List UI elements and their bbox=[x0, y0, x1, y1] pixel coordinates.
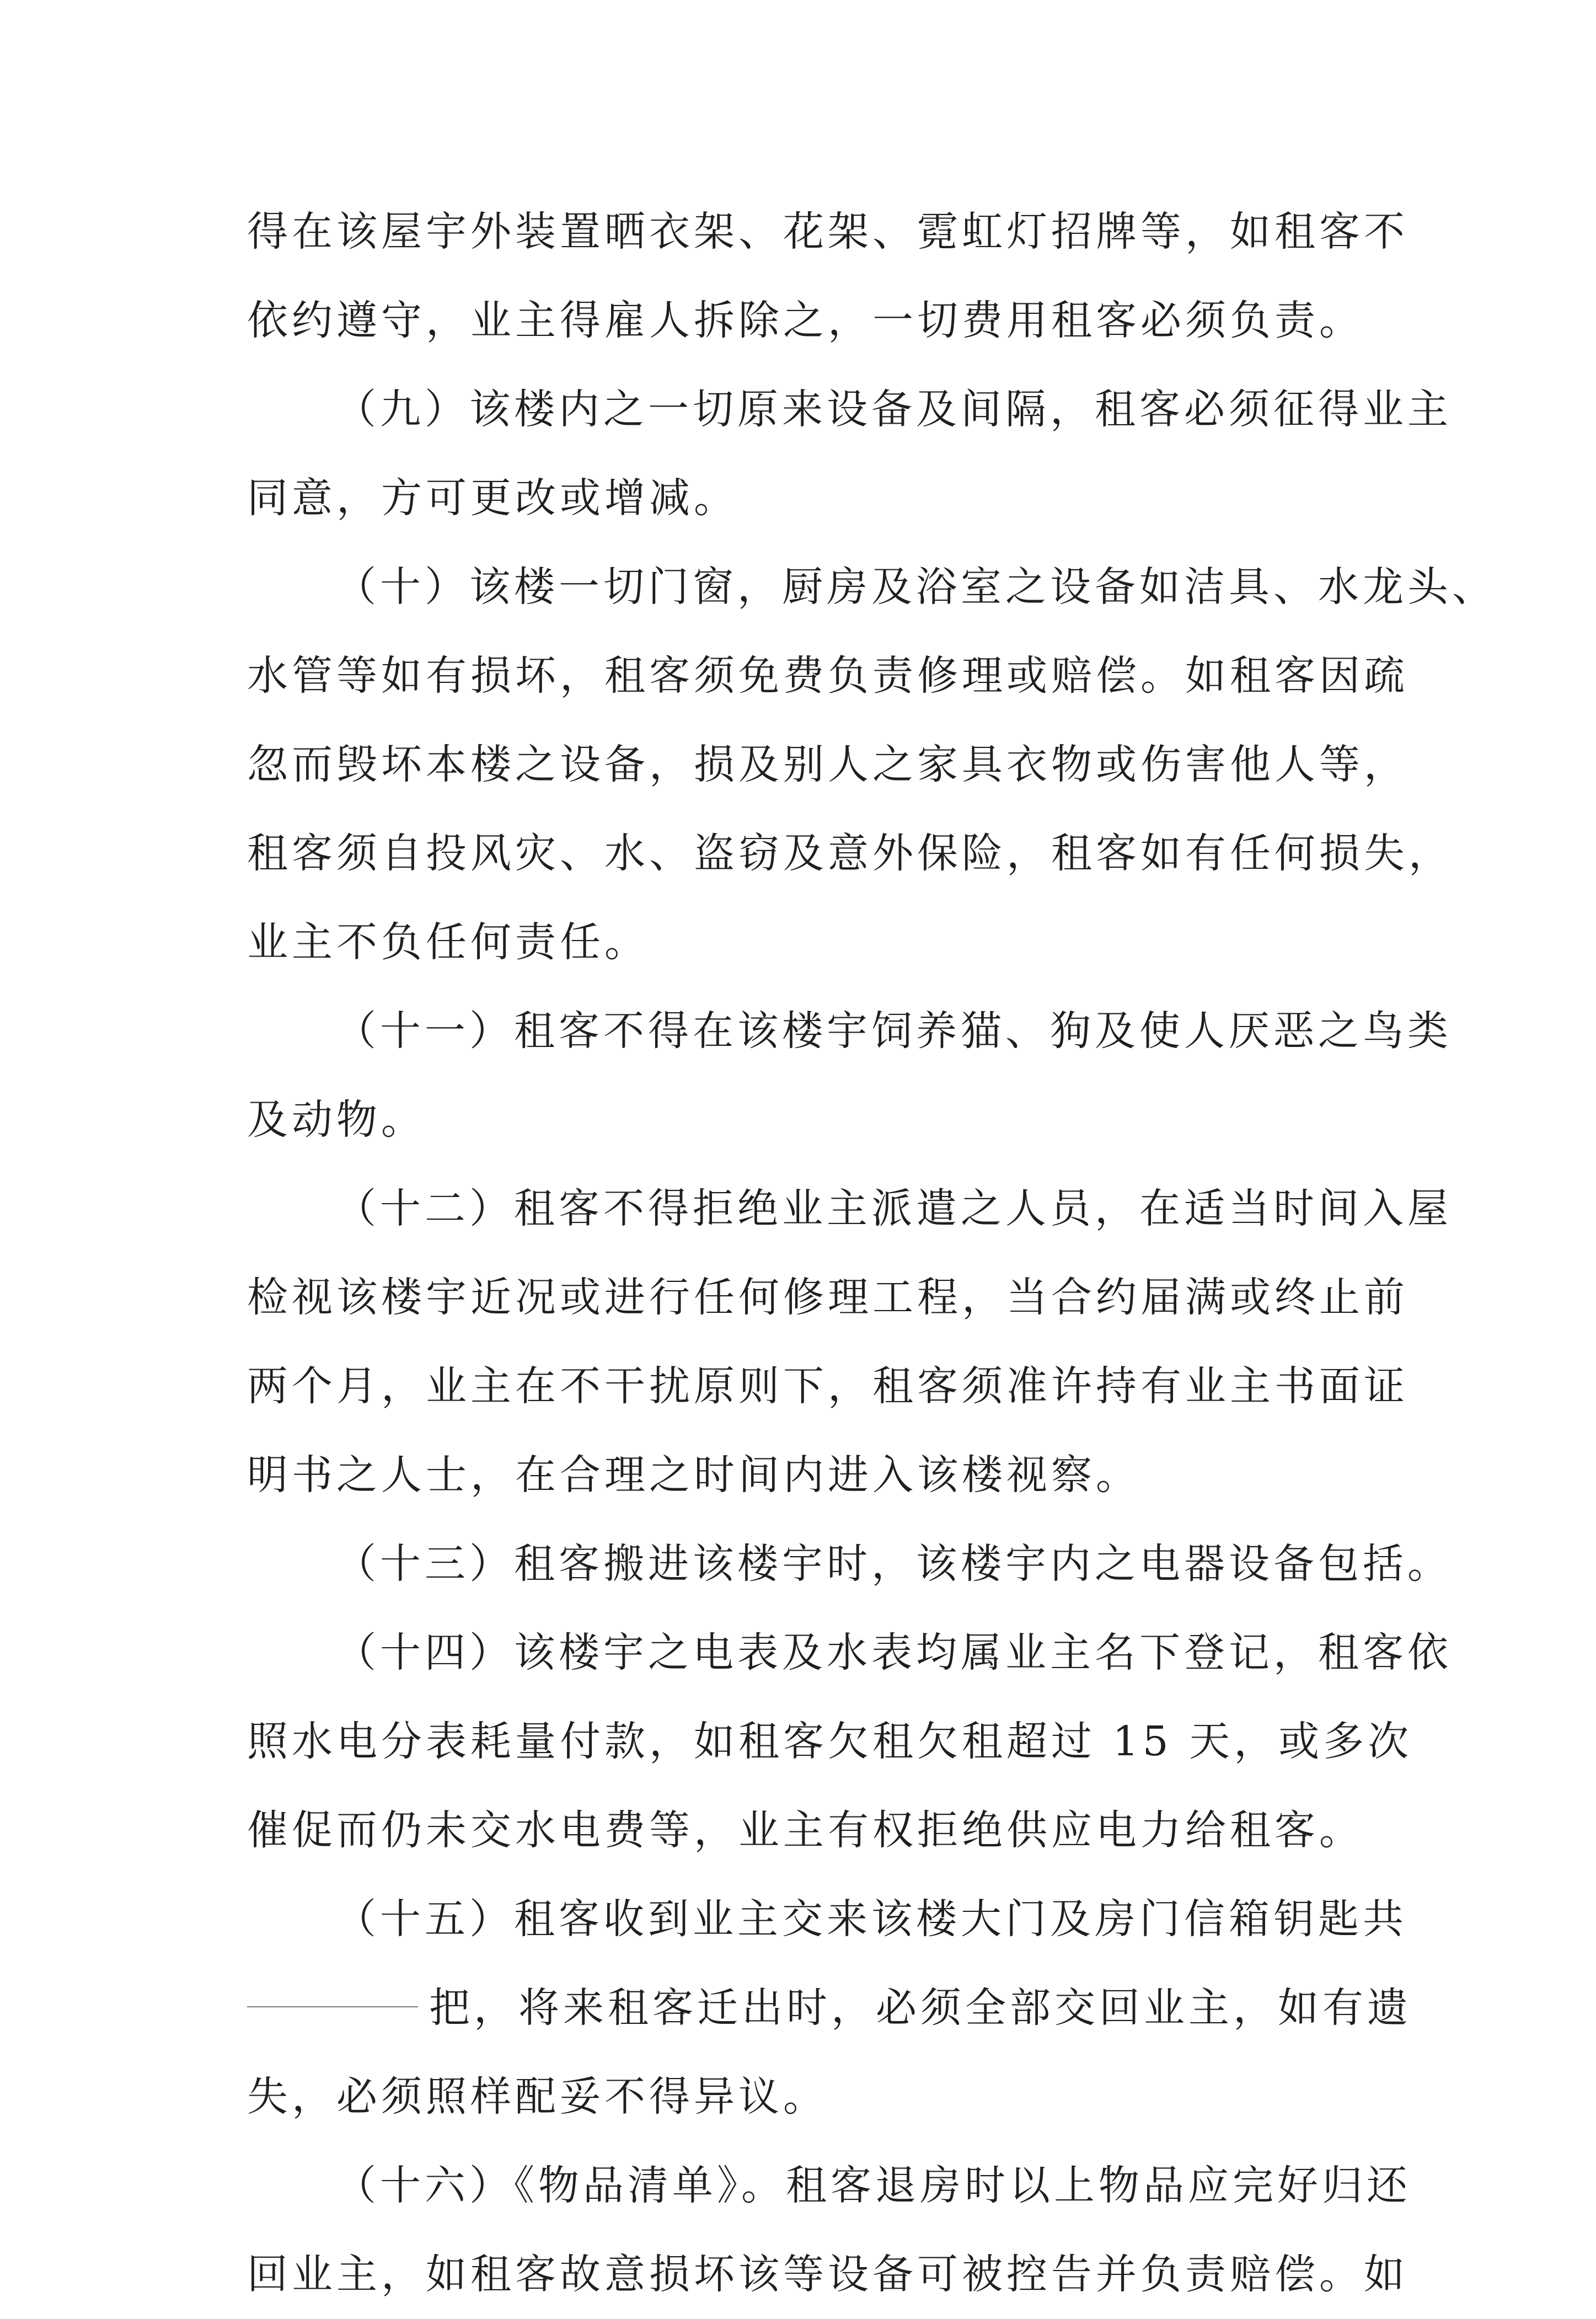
text-line: 照水电分表耗量付款，如租客欠租欠租超过 15 天，或多次 bbox=[247, 1718, 1413, 1765]
text-line: 得在该屋宇外装置晒衣架、花架、霓虹灯招牌等，如租客不 bbox=[247, 208, 1408, 255]
text-line: 同意，方可更改或增减。 bbox=[247, 474, 738, 522]
text-line: 把，将来租客迁出时，必须全部交回业主，如有遗 bbox=[429, 1984, 1412, 2032]
text-line: 租客须自投风灾、水、盗窃及意外保险，租客如有任何损失， bbox=[247, 830, 1453, 877]
paragraph-clause-14 bbox=[247, 1609, 1452, 1875]
text-line: （十一）租客不得在该楼宇饲养猫、狗及使人厌恶之鸟类 bbox=[335, 1007, 1452, 1055]
text-line: 水管等如有损坏，租客须免费负责修理或赔偿。如租客因疏 bbox=[247, 652, 1408, 699]
text-line: 忽而毁坏本楼之设备，损及别人之家具衣物或伤害他人等， bbox=[247, 741, 1408, 788]
text-line: （十六）《物品清单》。租客退房时以上物品应完好归还 bbox=[335, 2162, 1411, 2209]
text-line: （九）该楼内之一切原来设备及间隔，租客必须征得业主 bbox=[335, 386, 1452, 433]
text-line: （十四）该楼宇之电表及水表均属业主名下登记，租客依 bbox=[335, 1629, 1452, 1676]
text-line: （十三）租客搬进该楼宇时，该楼宇内之电器设备包括。 bbox=[335, 1540, 1452, 1588]
text-line: 业主不负任何责任。 bbox=[247, 918, 649, 966]
fill-in-blank bbox=[247, 2006, 418, 2007]
text-line: （十五）租客收到业主交来该楼大门及房门信箱钥匙共 bbox=[335, 1895, 1407, 1943]
paragraph-clause-12 bbox=[247, 1164, 1452, 1520]
document-body bbox=[247, 188, 1497, 2319]
paragraph-clause-16 bbox=[247, 2141, 1411, 2319]
text-line: 催促而仍未交水电费等，业主有权拒绝供应电力给租客。 bbox=[247, 1807, 1364, 1854]
text-line: （十二）租客不得拒绝业主派遣之人员，在适当时间入屋 bbox=[335, 1185, 1452, 1232]
text-line: （十）该楼一切门窗，厨房及浴室之设备如洁具、水龙头、 bbox=[335, 563, 1497, 611]
paragraph-clause-15 bbox=[247, 1875, 1412, 2141]
text-line-with-blank bbox=[247, 1964, 1412, 2053]
paragraph-clause-8-continued bbox=[247, 188, 1408, 365]
paragraph-clause-13 bbox=[247, 1520, 1452, 1609]
text-line: 及动物。 bbox=[247, 1096, 426, 1144]
text-line: 回业主，如租客故意损坏该等设备可被控告并负责赔偿。如 bbox=[247, 2251, 1408, 2298]
text-line: 检视该楼宇近况或进行任何修理工程，当合约届满或终止前 bbox=[247, 1274, 1408, 1321]
paragraph-clause-11 bbox=[247, 987, 1452, 1164]
paragraph-clause-10 bbox=[247, 543, 1497, 987]
paragraph-clause-9 bbox=[247, 365, 1452, 543]
text-line: 明书之人士，在合理之时间内进入该楼视察。 bbox=[247, 1451, 1140, 1499]
text-line: 失，必须照样配妥不得异议。 bbox=[247, 2073, 828, 2120]
text-line: 依约遵守，业主得雇人拆除之，一切费用租客必须负责。 bbox=[247, 297, 1364, 344]
text-line: 两个月，业主在不干扰原则下，租客须准许持有业主书面证 bbox=[247, 1362, 1408, 1410]
